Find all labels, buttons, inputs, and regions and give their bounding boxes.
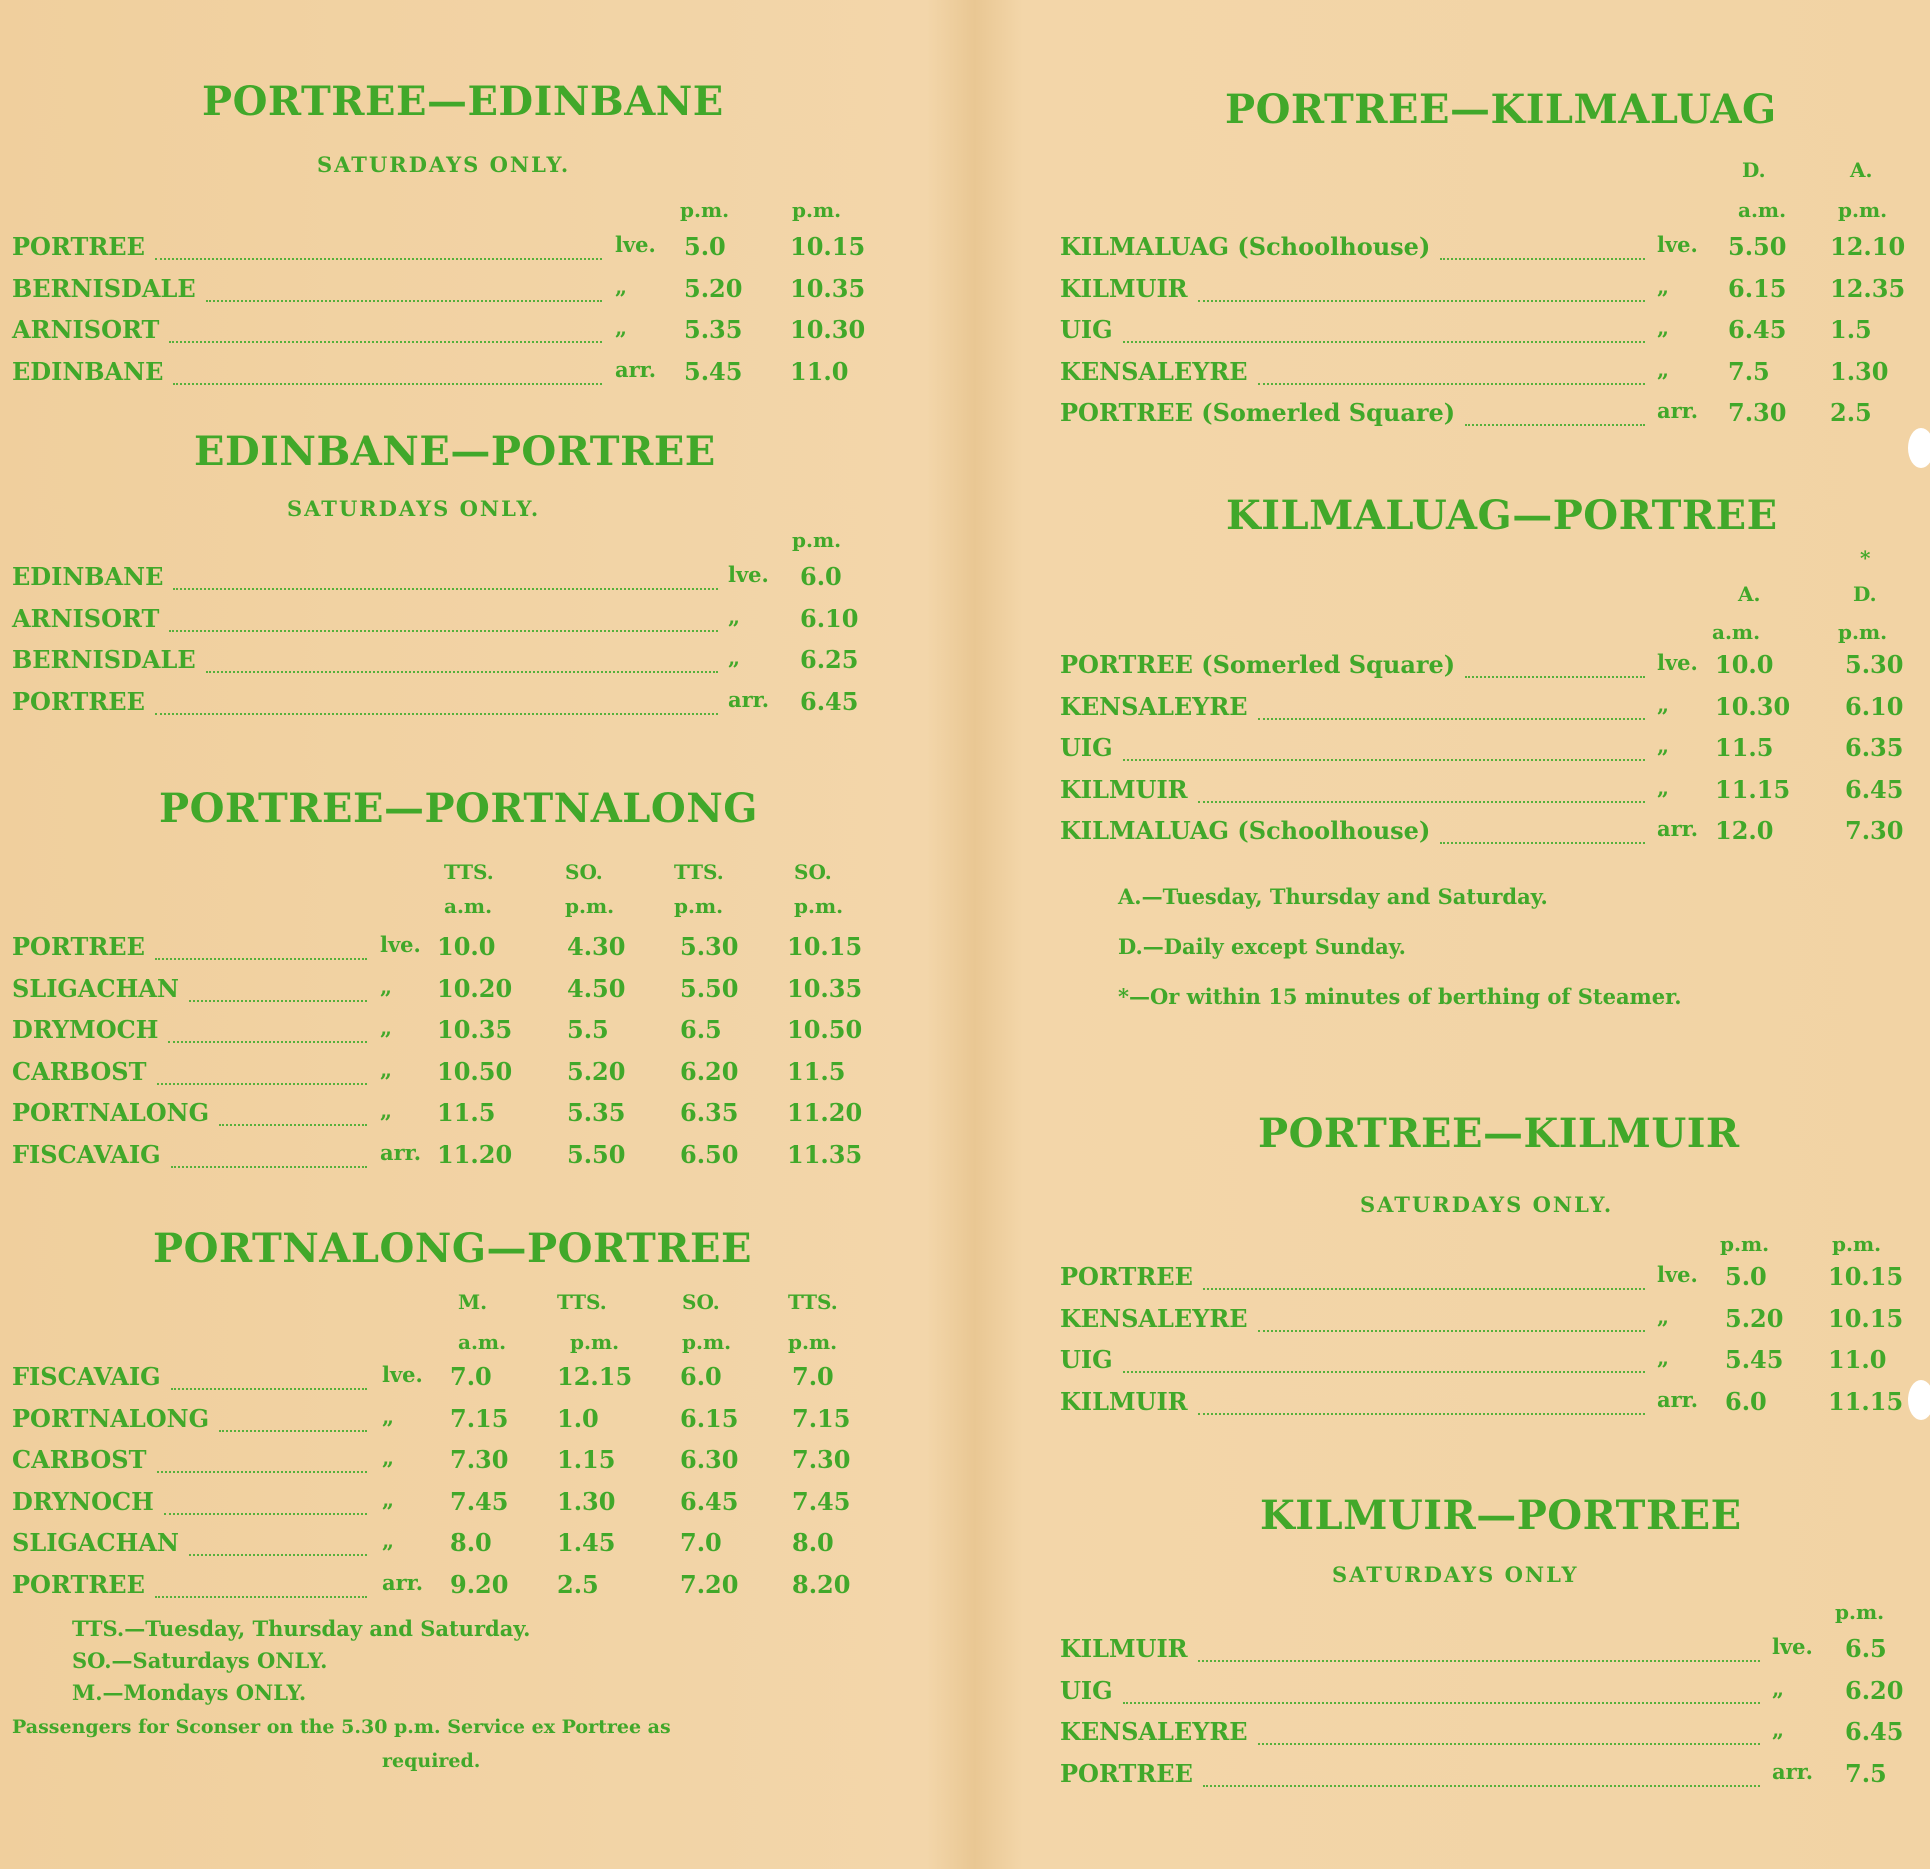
leader-dots: [169, 341, 602, 343]
departure-time: 7.0: [680, 1528, 722, 1557]
col-unit: a.m.: [458, 1330, 507, 1354]
departure-time: 10.35: [787, 973, 863, 1003]
departure-time: 5.35: [684, 315, 743, 344]
stop-name: BERNISDALE: [12, 273, 196, 303]
timetable-row: [12, 1140, 892, 1180]
stop-name: PORTREE (Somerled Square): [1060, 398, 1456, 427]
leader-dots: [164, 1513, 367, 1515]
timetable-row: [12, 562, 892, 602]
timetable-row: [1060, 816, 1920, 856]
leader-dots: [173, 588, 718, 590]
departure-time: 6.5: [1845, 1634, 1887, 1663]
leader-dots: [1123, 759, 1645, 761]
departure-time: 5.50: [1728, 232, 1787, 261]
arrive-leave-mark: „: [1657, 691, 1670, 717]
leader-dots: [157, 1083, 367, 1085]
footnote: SO.—Saturdays ONLY.: [72, 1648, 328, 1673]
arrive-leave-mark: lve.: [1657, 1262, 1698, 1287]
arrive-leave-mark: „: [382, 1445, 395, 1470]
timetable-row: [12, 687, 892, 727]
col-unit: p.m.: [1832, 1232, 1882, 1256]
departure-time: 10.35: [437, 1015, 513, 1044]
leader-dots: [1258, 383, 1645, 385]
leader-dots: [155, 258, 602, 260]
leader-dots: [219, 1124, 367, 1126]
stop-name: UIG: [1060, 315, 1113, 344]
stop-name: FISCAVAIG: [12, 1139, 161, 1169]
departure-time: 10.50: [787, 1015, 863, 1044]
stop-name: KILMALUAG (Schoolhouse): [1060, 232, 1431, 261]
departure-time: 1.30: [557, 1486, 616, 1516]
arrive-leave-mark: lve.: [1657, 650, 1698, 675]
arrive-leave-mark: „: [1657, 273, 1670, 299]
timetable-row: [12, 357, 892, 397]
arrive-leave-mark: lve.: [728, 562, 769, 587]
departure-time: 10.0: [437, 932, 496, 961]
leader-dots: [1203, 1785, 1760, 1787]
departure-time: 11.15: [1715, 774, 1791, 804]
section-title: PORTREE—EDINBANE: [202, 78, 724, 125]
departure-time: 10.35: [790, 273, 866, 303]
stop-name: PORTREE: [1060, 1262, 1193, 1291]
departure-time: 10.0: [1715, 650, 1774, 679]
arrive-leave-mark: „: [728, 645, 741, 670]
footnote: D.—Daily except Sunday.: [1118, 934, 1406, 959]
timetable-row: [1060, 1676, 1920, 1716]
timetable-row: [1060, 775, 1920, 815]
arrive-leave-mark: „: [728, 603, 741, 629]
stop-name: UIG: [1060, 1345, 1113, 1374]
arrive-leave-mark: arr.: [615, 356, 657, 382]
departure-time: 7.30: [792, 1445, 851, 1474]
departure-time: 7.5: [1728, 356, 1770, 386]
col-unit: a.m.: [1738, 198, 1787, 222]
arrive-leave-mark: arr.: [728, 686, 770, 712]
departure-time: 12.10: [1830, 232, 1906, 261]
departure-time: 9.20: [450, 1569, 509, 1599]
departure-time: 1.15: [557, 1445, 616, 1474]
stop-name: KILMALUAG (Schoolhouse): [1060, 816, 1431, 845]
arrive-leave-mark: „: [380, 1056, 393, 1082]
departure-time: 6.25: [800, 645, 859, 674]
timetable-row: [1060, 1717, 1920, 1757]
section-title: KILMUIR—PORTREE: [1260, 1492, 1742, 1539]
timetable-row: [12, 274, 892, 314]
arrive-leave-mark: „: [1657, 733, 1670, 758]
departure-time: 11.5: [787, 1056, 846, 1086]
col-unit: p.m.: [794, 894, 844, 918]
timetable-row: [12, 932, 892, 972]
col-unit: p.m.: [682, 1330, 732, 1354]
star-marker: *: [1860, 546, 1871, 570]
col-day: TTS.: [444, 860, 494, 884]
arrive-leave-mark: „: [1657, 315, 1670, 340]
timetable-row: [1060, 232, 1920, 272]
departure-time: 6.50: [680, 1139, 739, 1169]
departure-time: 5.45: [684, 356, 743, 386]
section-title: PORTREE—PORTNALONG: [159, 785, 758, 832]
departure-time: 11.15: [1828, 1386, 1904, 1416]
arrive-leave-mark: lve.: [380, 932, 421, 957]
departure-time: 7.30: [450, 1445, 509, 1474]
departure-time: 11.5: [1715, 733, 1774, 762]
timetable-row: [12, 974, 892, 1014]
departure-time: 1.0: [557, 1403, 599, 1433]
arrive-leave-mark: arr.: [1657, 816, 1699, 841]
leader-dots: [1123, 1702, 1760, 1704]
timetable-row: [12, 1445, 892, 1485]
leader-dots: [169, 630, 718, 632]
departure-time: 6.35: [680, 1098, 739, 1127]
leader-dots: [171, 1166, 367, 1168]
stop-name: KILMUIR: [1060, 273, 1188, 303]
timetable-row: [1060, 1262, 1920, 1302]
timetable-row: [12, 604, 892, 644]
stop-name: SLIGACHAN: [12, 973, 179, 1003]
leader-dots: [1258, 1330, 1645, 1332]
col-day: SO.: [565, 860, 603, 884]
timetable-row: [12, 1362, 892, 1402]
footnote: TTS.—Tuesday, Thursday and Saturday.: [72, 1616, 531, 1641]
timetable-row: [1060, 1634, 1920, 1674]
arrive-leave-mark: „: [380, 973, 393, 999]
section-subtitle: SATURDAYS ONLY: [1332, 1562, 1579, 1587]
col-day: M.: [458, 1290, 488, 1314]
departure-time: 6.0: [800, 562, 842, 591]
leader-dots: [1123, 341, 1645, 343]
stop-name: PORTREE: [12, 232, 145, 261]
departure-time: 5.45: [1725, 1345, 1784, 1374]
timetable-row: [12, 315, 892, 355]
timetable-row: [1060, 1304, 1920, 1344]
leader-dots: [1465, 676, 1645, 678]
stop-name: FISCAVAIG: [12, 1362, 161, 1391]
col-day: D.: [1853, 582, 1877, 606]
departure-time: 7.30: [1845, 816, 1904, 845]
stop-name: EDINBANE: [12, 562, 164, 591]
stop-name: EDINBANE: [12, 356, 164, 386]
section-subtitle: SATURDAYS ONLY.: [1360, 1192, 1614, 1217]
col-day: D.: [1742, 158, 1766, 182]
departure-time: 6.45: [1845, 774, 1904, 804]
departure-time: 6.10: [800, 603, 859, 633]
leader-dots: [168, 1041, 367, 1043]
stop-name: SLIGACHAN: [12, 1528, 179, 1557]
col-unit: p.m.: [674, 894, 724, 918]
departure-time: 5.20: [567, 1056, 626, 1086]
footnote: *—Or within 15 minutes of berthing of Steamer.: [1118, 984, 1682, 1009]
col-unit: p.m.: [792, 528, 842, 552]
passenger-note: required.: [382, 1750, 481, 1772]
timetable-row: [12, 1057, 892, 1097]
departure-time: 5.35: [567, 1098, 626, 1127]
col-unit: p.m.: [565, 894, 615, 918]
arrive-leave-mark: „: [1657, 356, 1670, 382]
leader-dots: [189, 1554, 367, 1556]
timetable-row: [1060, 733, 1920, 773]
departure-time: 7.15: [792, 1403, 851, 1433]
col-day: A.: [1850, 158, 1873, 182]
timetable-row: [1060, 315, 1920, 355]
leader-dots: [1258, 1743, 1760, 1745]
departure-time: 10.20: [437, 973, 513, 1003]
leader-dots: [1203, 1288, 1645, 1290]
departure-time: 11.35: [787, 1139, 863, 1169]
timetable-row: [1060, 274, 1920, 314]
col-unit: p.m.: [680, 198, 730, 222]
departure-time: 7.0: [450, 1362, 492, 1391]
timetable-row: [12, 645, 892, 685]
section-title: PORTREE—KILMUIR: [1258, 1110, 1740, 1157]
leader-dots: [1198, 1413, 1645, 1415]
departure-time: 6.35: [1845, 733, 1904, 762]
leader-dots: [219, 1430, 367, 1432]
section-title: PORTREE—KILMALUAG: [1225, 86, 1777, 133]
timetable-row: [12, 1098, 892, 1138]
departure-time: 10.15: [787, 932, 863, 961]
leader-dots: [1465, 424, 1645, 426]
stop-name: CARBOST: [12, 1445, 147, 1474]
departure-time: 1.30: [1830, 356, 1889, 386]
stop-name: PORTNALONG: [12, 1098, 210, 1127]
departure-time: 10.50: [437, 1056, 513, 1086]
leader-dots: [1440, 842, 1645, 844]
departure-time: 2.5: [557, 1569, 599, 1599]
departure-time: 5.50: [680, 973, 739, 1003]
leader-dots: [157, 1471, 367, 1473]
timetable-row: [12, 1404, 892, 1444]
col-unit: p.m.: [570, 1330, 620, 1354]
departure-time: 10.30: [1715, 691, 1791, 721]
departure-time: 6.20: [680, 1056, 739, 1086]
arrive-leave-mark: „: [380, 1098, 393, 1123]
departure-time: 6.45: [680, 1486, 739, 1516]
leader-dots: [189, 1000, 367, 1002]
leader-dots: [173, 383, 602, 385]
stop-name: KENSALEYRE: [1060, 1303, 1248, 1333]
arrive-leave-mark: „: [1772, 1717, 1785, 1742]
stop-name: CARBOST: [12, 1056, 147, 1086]
col-day: TTS.: [788, 1290, 838, 1314]
leader-dots: [155, 713, 718, 715]
col-unit: a.m.: [1712, 620, 1761, 644]
departure-time: 6.0: [1725, 1386, 1767, 1416]
stop-name: KILMUIR: [1060, 1386, 1188, 1416]
stop-name: DRYMOCH: [12, 1015, 159, 1044]
departure-time: 6.45: [1728, 315, 1787, 344]
departure-time: 8.0: [792, 1528, 834, 1557]
departure-time: 4.30: [567, 932, 626, 961]
col-unit: p.m.: [1835, 1600, 1885, 1624]
departure-time: 8.0: [450, 1528, 492, 1557]
leader-dots: [206, 671, 718, 673]
departure-time: 7.15: [450, 1403, 509, 1433]
leader-dots: [206, 300, 602, 302]
col-unit: p.m.: [1720, 1232, 1770, 1256]
departure-time: 6.15: [1728, 273, 1787, 303]
stop-name: DRYNOCH: [12, 1486, 154, 1516]
stop-name: ARNISORT: [12, 603, 160, 633]
col-unit: p.m.: [792, 198, 842, 222]
departure-time: 5.20: [1725, 1303, 1784, 1333]
stop-name: UIG: [1060, 733, 1113, 762]
departure-time: 5.20: [684, 273, 743, 303]
arrive-leave-mark: arr.: [1772, 1758, 1814, 1784]
leader-dots: [1198, 300, 1645, 302]
departure-time: 1.5: [1830, 315, 1872, 344]
departure-time: 10.15: [790, 232, 866, 261]
departure-time: 2.5: [1830, 398, 1872, 427]
timetable-row: [1060, 1345, 1920, 1385]
passenger-note: Passengers for Sconser on the 5.30 p.m. Service ex Portree as: [12, 1716, 671, 1738]
leader-dots: [155, 1596, 367, 1598]
arrive-leave-mark: lve.: [1772, 1634, 1813, 1659]
stop-name: ARNISORT: [12, 315, 160, 344]
col-unit: p.m.: [1838, 198, 1888, 222]
stop-name: PORTNALONG: [12, 1403, 210, 1433]
stop-name: UIG: [1060, 1675, 1113, 1705]
leader-dots: [1198, 1660, 1760, 1662]
departure-time: 6.15: [680, 1403, 739, 1433]
arrive-leave-mark: arr.: [1657, 1386, 1699, 1412]
col-day: A.: [1738, 582, 1761, 606]
arrive-leave-mark: „: [615, 315, 628, 340]
col-unit: p.m.: [788, 1330, 838, 1354]
departure-time: 12.0: [1715, 816, 1774, 845]
arrive-leave-mark: „: [382, 1528, 395, 1553]
arrive-leave-mark: lve.: [615, 232, 656, 257]
arrive-leave-mark: lve.: [1657, 232, 1698, 257]
leader-dots: [1198, 801, 1645, 803]
departure-time: 11.20: [437, 1139, 513, 1169]
col-unit: a.m.: [444, 894, 493, 918]
departure-time: 12.35: [1830, 273, 1906, 303]
departure-time: 6.45: [800, 686, 859, 716]
col-day: SO.: [794, 860, 832, 884]
departure-time: 6.45: [1845, 1717, 1904, 1746]
arrive-leave-mark: lve.: [382, 1362, 423, 1387]
departure-time: 5.50: [567, 1139, 626, 1169]
departure-time: 5.0: [684, 232, 726, 261]
stop-name: PORTREE: [12, 1569, 145, 1599]
leader-dots: [155, 958, 367, 960]
arrive-leave-mark: arr.: [380, 1139, 422, 1165]
stop-name: BERNISDALE: [12, 645, 196, 674]
departure-time: 7.45: [450, 1486, 509, 1516]
timetable-row: [12, 1487, 892, 1527]
arrive-leave-mark: „: [615, 273, 628, 299]
leader-dots: [171, 1388, 367, 1390]
departure-time: 6.30: [680, 1445, 739, 1474]
departure-time: 6.0: [680, 1362, 722, 1391]
arrive-leave-mark: arr.: [382, 1569, 424, 1595]
timetable-row: [1060, 1759, 1920, 1799]
arrive-leave-mark: „: [1657, 1303, 1670, 1329]
departure-time: 6.5: [680, 1015, 722, 1044]
departure-time: 11.0: [790, 356, 849, 386]
section-subtitle: SATURDAYS ONLY.: [317, 152, 571, 177]
departure-time: 6.20: [1845, 1675, 1904, 1705]
stop-name: KENSALEYRE: [1060, 356, 1248, 386]
stop-name: KILMUIR: [1060, 1634, 1188, 1663]
leader-dots: [1123, 1371, 1645, 1373]
arrive-leave-mark: „: [382, 1403, 395, 1429]
stop-name: PORTREE: [1060, 1758, 1193, 1788]
col-day: SO.: [682, 1290, 720, 1314]
arrive-leave-mark: „: [1772, 1675, 1785, 1701]
leader-dots: [1440, 258, 1645, 260]
arrive-leave-mark: „: [1657, 774, 1670, 800]
stop-name: KILMUIR: [1060, 774, 1188, 804]
departure-time: 5.5: [567, 1015, 609, 1044]
departure-time: 4.50: [567, 973, 626, 1003]
arrive-leave-mark: „: [382, 1486, 395, 1512]
departure-time: 7.0: [792, 1362, 834, 1391]
departure-time: 11.5: [437, 1098, 496, 1127]
departure-time: 7.5: [1845, 1758, 1887, 1788]
section-title: PORTNALONG—PORTREE: [153, 1225, 752, 1272]
timetable-row: [1060, 1387, 1920, 1427]
arrive-leave-mark: „: [1657, 1345, 1670, 1370]
timetable-row: [1060, 357, 1920, 397]
timetable-row: [1060, 650, 1920, 690]
departure-time: 1.45: [557, 1528, 616, 1557]
section-subtitle: SATURDAYS ONLY.: [287, 496, 541, 521]
departure-time: 7.20: [680, 1569, 739, 1599]
departure-time: 8.20: [792, 1569, 851, 1599]
stop-name: PORTREE: [12, 932, 145, 961]
section-title: EDINBANE—PORTREE: [194, 428, 716, 475]
stop-name: KENSALEYRE: [1060, 1717, 1248, 1746]
timetable-row: [12, 232, 892, 272]
departure-time: 5.30: [1845, 650, 1904, 679]
arrive-leave-mark: „: [380, 1015, 393, 1040]
col-day: TTS.: [557, 1290, 607, 1314]
departure-time: 10.15: [1828, 1303, 1904, 1333]
stop-name: PORTREE: [12, 686, 145, 716]
departure-time: 5.30: [680, 932, 739, 961]
footnote: A.—Tuesday, Thursday and Saturday.: [1118, 884, 1548, 909]
arrive-leave-mark: arr.: [1657, 398, 1699, 423]
departure-time: 12.15: [557, 1362, 633, 1391]
leader-dots: [1258, 718, 1645, 720]
timetable-row: [12, 1015, 892, 1055]
timetable-row: [12, 1570, 892, 1610]
departure-time: 7.45: [792, 1486, 851, 1516]
timetable-row: [1060, 692, 1920, 732]
departure-time: 10.15: [1828, 1262, 1904, 1291]
departure-time: 11.20: [787, 1098, 863, 1127]
departure-time: 7.30: [1728, 398, 1787, 427]
timetable-row: [1060, 398, 1920, 438]
stop-name: KENSALEYRE: [1060, 691, 1248, 721]
col-day: TTS.: [674, 860, 724, 884]
section-title: KILMALUAG—PORTREE: [1226, 492, 1778, 539]
departure-time: 6.10: [1845, 691, 1904, 721]
departure-time: 10.30: [790, 315, 866, 344]
departure-time: 11.0: [1828, 1345, 1887, 1374]
departure-time: 5.0: [1725, 1262, 1767, 1291]
col-unit: p.m.: [1838, 620, 1888, 644]
timetable-row: [12, 1528, 892, 1568]
footnote: M.—Mondays ONLY.: [72, 1680, 307, 1705]
stop-name: PORTREE (Somerled Square): [1060, 650, 1456, 679]
